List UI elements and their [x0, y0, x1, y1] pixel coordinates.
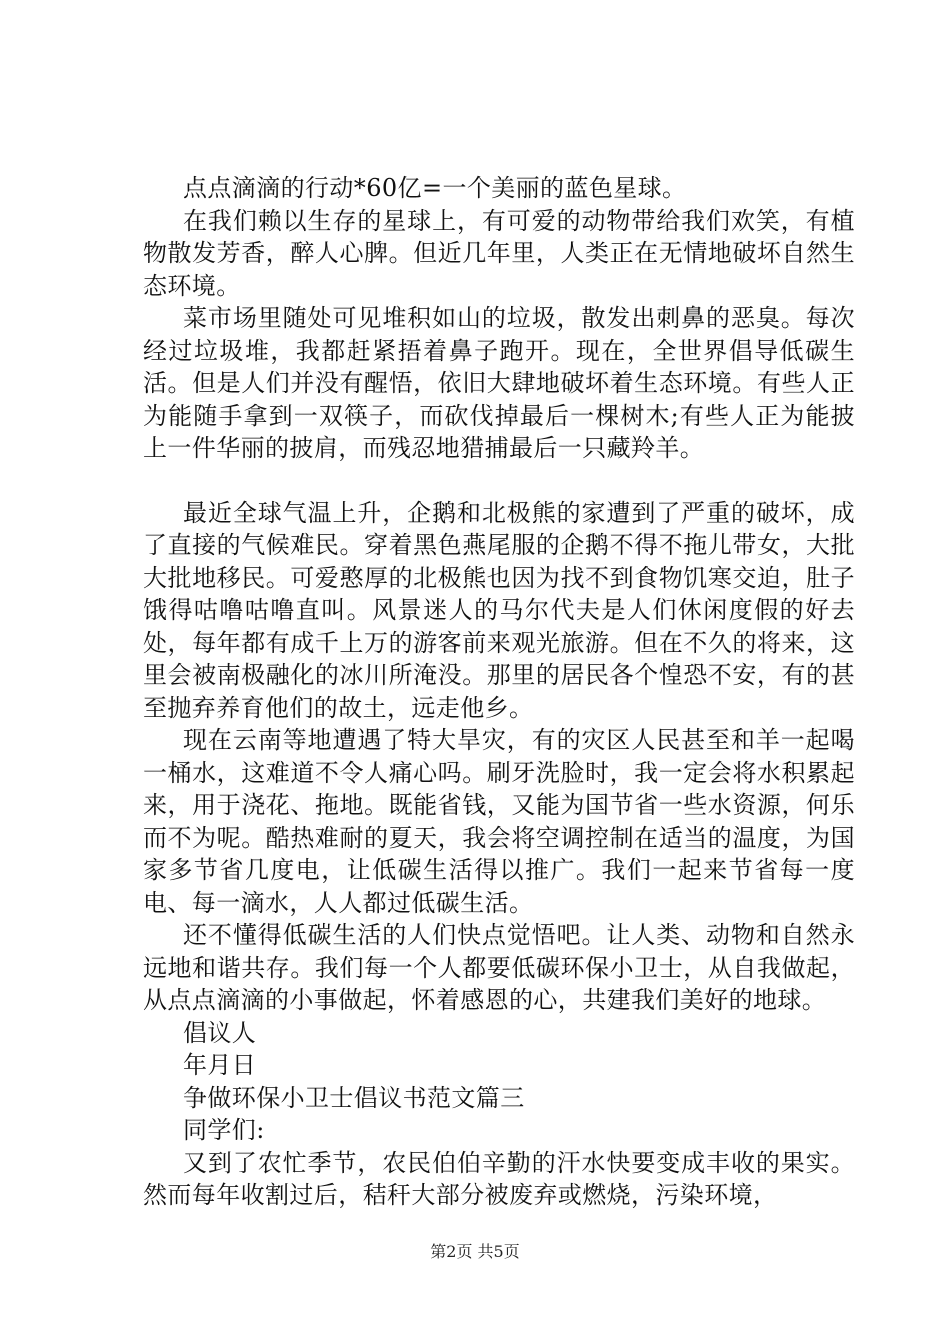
- paragraph-intro: 点点滴滴的行动*60亿=一个美丽的蓝色星球。: [183, 174, 687, 202]
- section-title: 争做环保小卫士倡议书范文篇三: [183, 1083, 525, 1112]
- signature-proposer: 倡议人: [183, 1018, 257, 1047]
- paragraph-climate: 最近全球气温上升，企鹅和北极熊的家遭到了严重的破坏，成了直接的气候难民。穿着黑色燕尾服的企鹅不得不拖儿带女，大批大批地移民。可爱憨厚的北极熊也因为找不到食物饥寒交迫，肚子饿得咕噜咕噜直叫。风景迷人的马尔代夫是人们休闲度假的好去处，每年都有成千上万的游客前来观光旅游。但在不久的将来，这里会被南极融化的冰川所淹没。那里的居民各个惶恐不安，有的甚至抛弃养育他们的故土，远走他乡。: [143, 498, 855, 722]
- page-number-footer: 第2页 共5页: [430, 1242, 520, 1261]
- document-body: [143, 172, 855, 1212]
- paragraph-call-to-action: 还不懂得低碳生活的人们快点觉悟吧。让人类、动物和自然永远地和谐共存。我们每一个人都要低碳环保小卫士，从自我做起，从点点滴滴的小事做起，怀着感恩的心，共建我们美好的地球。: [143, 921, 855, 1014]
- signature-date: 年月日: [183, 1051, 257, 1079]
- paragraph-harvest: 又到了农忙季节，农民伯伯辛勤的汗水快要变成丰收的果实。然而每年收割过后，秸秆大部分被废弃或燃烧，污染环境，: [143, 1148, 855, 1209]
- paragraph-planet: 在我们赖以生存的星球上，有可爱的动物带给我们欢笑，有植物散发芳香，醉人心脾。但近几年里，人类正在无情地破坏自然生态环境。: [143, 206, 855, 300]
- paragraph-drought: 现在云南等地遭遇了特大旱灾，有的灾区人民甚至和羊一起喝一桶水，这难道不令人痛心吗。刷牙洗脸时，我一定会将水积累起来，用于浇花、拖地。既能省钱，又能为国节省一些水资源，何乐而不为呢。酷热难耐的夏天，我会将空调控制在适当的温度，为国家多节省几度电，让低碳生活得以推广。我们一起来节省每一度电、每一滴水，人人都过低碳生活。: [143, 726, 855, 917]
- salutation: 同学们:: [183, 1116, 265, 1144]
- paragraph-market: 菜市场里随处可见堆积如山的垃圾，散发出刺鼻的恶臭。每次经过垃圾堆，我都赶紧捂着鼻子跑开。现在，全世界倡导低碳生活。但是人们并没有醒悟，依旧大肆地破坏着生态环境。有些人正为能随手拿到一双筷子，而砍伐掉最后一棵树木;有些人正为能披上一件华丽的披肩，而残忍地猎捕最后一只藏羚羊。: [143, 304, 855, 462]
